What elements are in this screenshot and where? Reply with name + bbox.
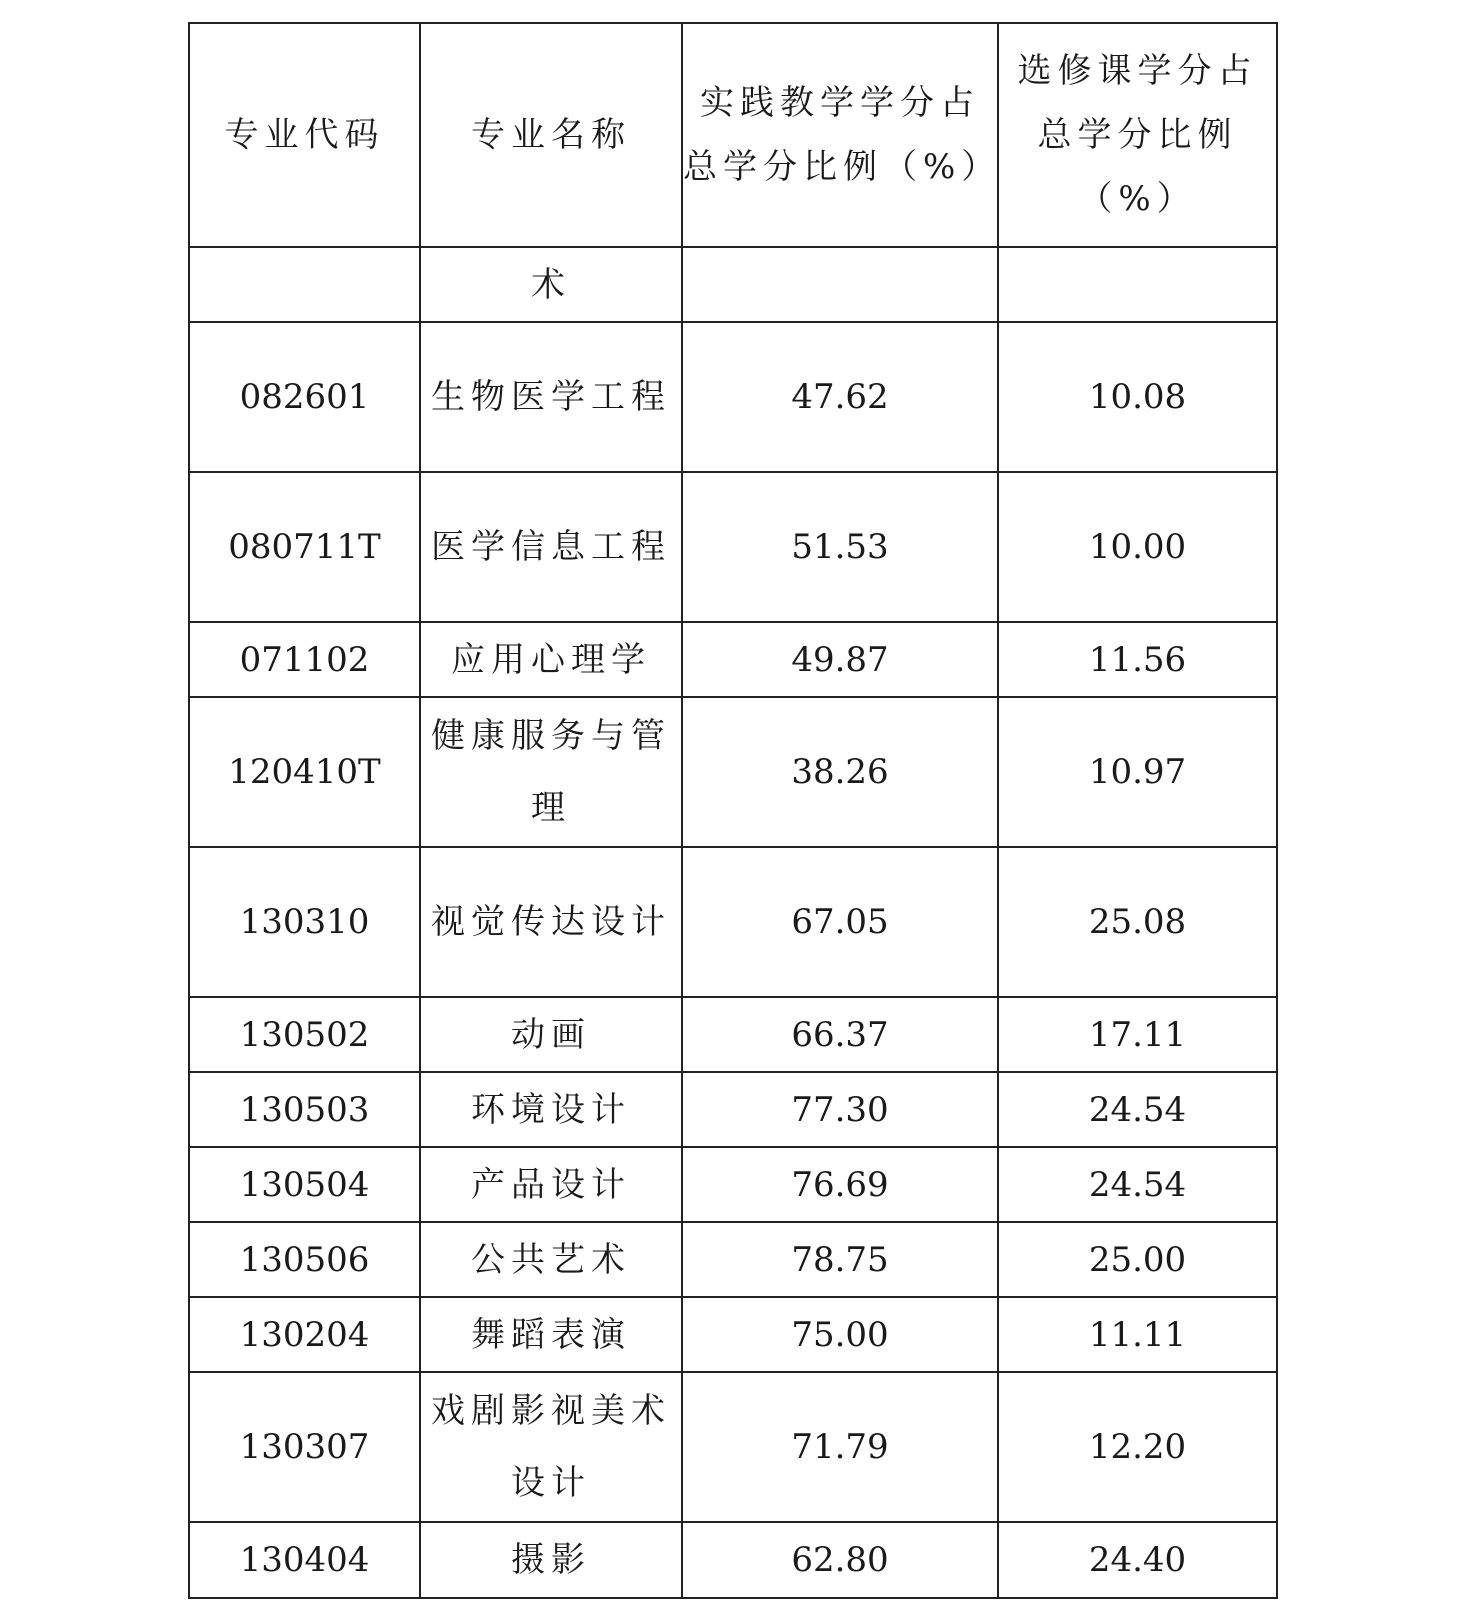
credit-ratio-table — [188, 22, 1278, 1599]
cell-name: 术 — [420, 247, 682, 322]
cell-code: 080711T — [189, 472, 420, 622]
cell-name: 戏剧影视美术设计 — [420, 1372, 682, 1522]
cell-practice: 75.00 — [682, 1297, 998, 1372]
cell-elective: 24.40 — [998, 1522, 1277, 1598]
cell-elective: 25.08 — [998, 847, 1277, 997]
cell-elective: 12.20 — [998, 1372, 1277, 1522]
cell-code — [189, 247, 420, 322]
table-row — [189, 1072, 1277, 1147]
table-row-continuation — [189, 247, 1277, 322]
header-major-code: 专业代码 — [189, 23, 420, 247]
header-major-name: 专业名称 — [420, 23, 682, 247]
cell-practice: 62.80 — [682, 1522, 998, 1598]
cell-practice: 77.30 — [682, 1072, 998, 1147]
cell-name: 摄影 — [420, 1522, 682, 1598]
cell-name: 舞蹈表演 — [420, 1297, 682, 1372]
header-elective-ratio: 选修课学分占总学分比例（%） — [998, 23, 1277, 247]
cell-elective: 10.08 — [998, 322, 1277, 472]
cell-code: 130503 — [189, 1072, 420, 1147]
cell-name: 医学信息工程 — [420, 472, 682, 622]
cell-practice — [682, 247, 998, 322]
cell-name: 动画 — [420, 997, 682, 1072]
cell-elective: 17.11 — [998, 997, 1277, 1072]
table-row — [189, 847, 1277, 997]
table-row — [189, 1147, 1277, 1222]
cell-name: 公共艺术 — [420, 1222, 682, 1297]
table-row — [189, 997, 1277, 1072]
cell-practice: 76.69 — [682, 1147, 998, 1222]
cell-elective: 11.11 — [998, 1297, 1277, 1372]
cell-name: 视觉传达设计 — [420, 847, 682, 997]
cell-code: 071102 — [189, 622, 420, 697]
cell-elective: 24.54 — [998, 1072, 1277, 1147]
cell-elective: 24.54 — [998, 1147, 1277, 1222]
table-row — [189, 622, 1277, 697]
table-row — [189, 1372, 1277, 1522]
cell-code: 082601 — [189, 322, 420, 472]
cell-code: 120410T — [189, 697, 420, 847]
cell-name: 生物医学工程 — [420, 322, 682, 472]
cell-practice: 71.79 — [682, 1372, 998, 1522]
cell-code: 130504 — [189, 1147, 420, 1222]
cell-elective: 25.00 — [998, 1222, 1277, 1297]
header-row — [189, 23, 1277, 247]
table-row — [189, 1522, 1277, 1598]
cell-name: 产品设计 — [420, 1147, 682, 1222]
cell-practice: 49.87 — [682, 622, 998, 697]
table-row — [189, 1222, 1277, 1297]
table-row — [189, 472, 1277, 622]
cell-elective — [998, 247, 1277, 322]
cell-name: 健康服务与管理 — [420, 697, 682, 847]
cell-elective: 10.00 — [998, 472, 1277, 622]
cell-practice: 38.26 — [682, 697, 998, 847]
cell-name: 应用心理学 — [420, 622, 682, 697]
cell-practice: 51.53 — [682, 472, 998, 622]
cell-code: 130506 — [189, 1222, 420, 1297]
cell-name: 环境设计 — [420, 1072, 682, 1147]
cell-practice: 47.62 — [682, 322, 998, 472]
cell-practice: 66.37 — [682, 997, 998, 1072]
cell-practice: 67.05 — [682, 847, 998, 997]
cell-code: 130307 — [189, 1372, 420, 1522]
table-row — [189, 697, 1277, 847]
cell-code: 130404 — [189, 1522, 420, 1598]
cell-code: 130310 — [189, 847, 420, 997]
cell-practice: 78.75 — [682, 1222, 998, 1297]
header-practice-ratio: 实践教学学分占总学分比例（%） — [682, 23, 998, 247]
cell-code: 130204 — [189, 1297, 420, 1372]
table-row — [189, 1297, 1277, 1372]
cell-elective: 10.97 — [998, 697, 1277, 847]
cell-elective: 11.56 — [998, 622, 1277, 697]
table-row — [189, 322, 1277, 472]
cell-code: 130502 — [189, 997, 420, 1072]
